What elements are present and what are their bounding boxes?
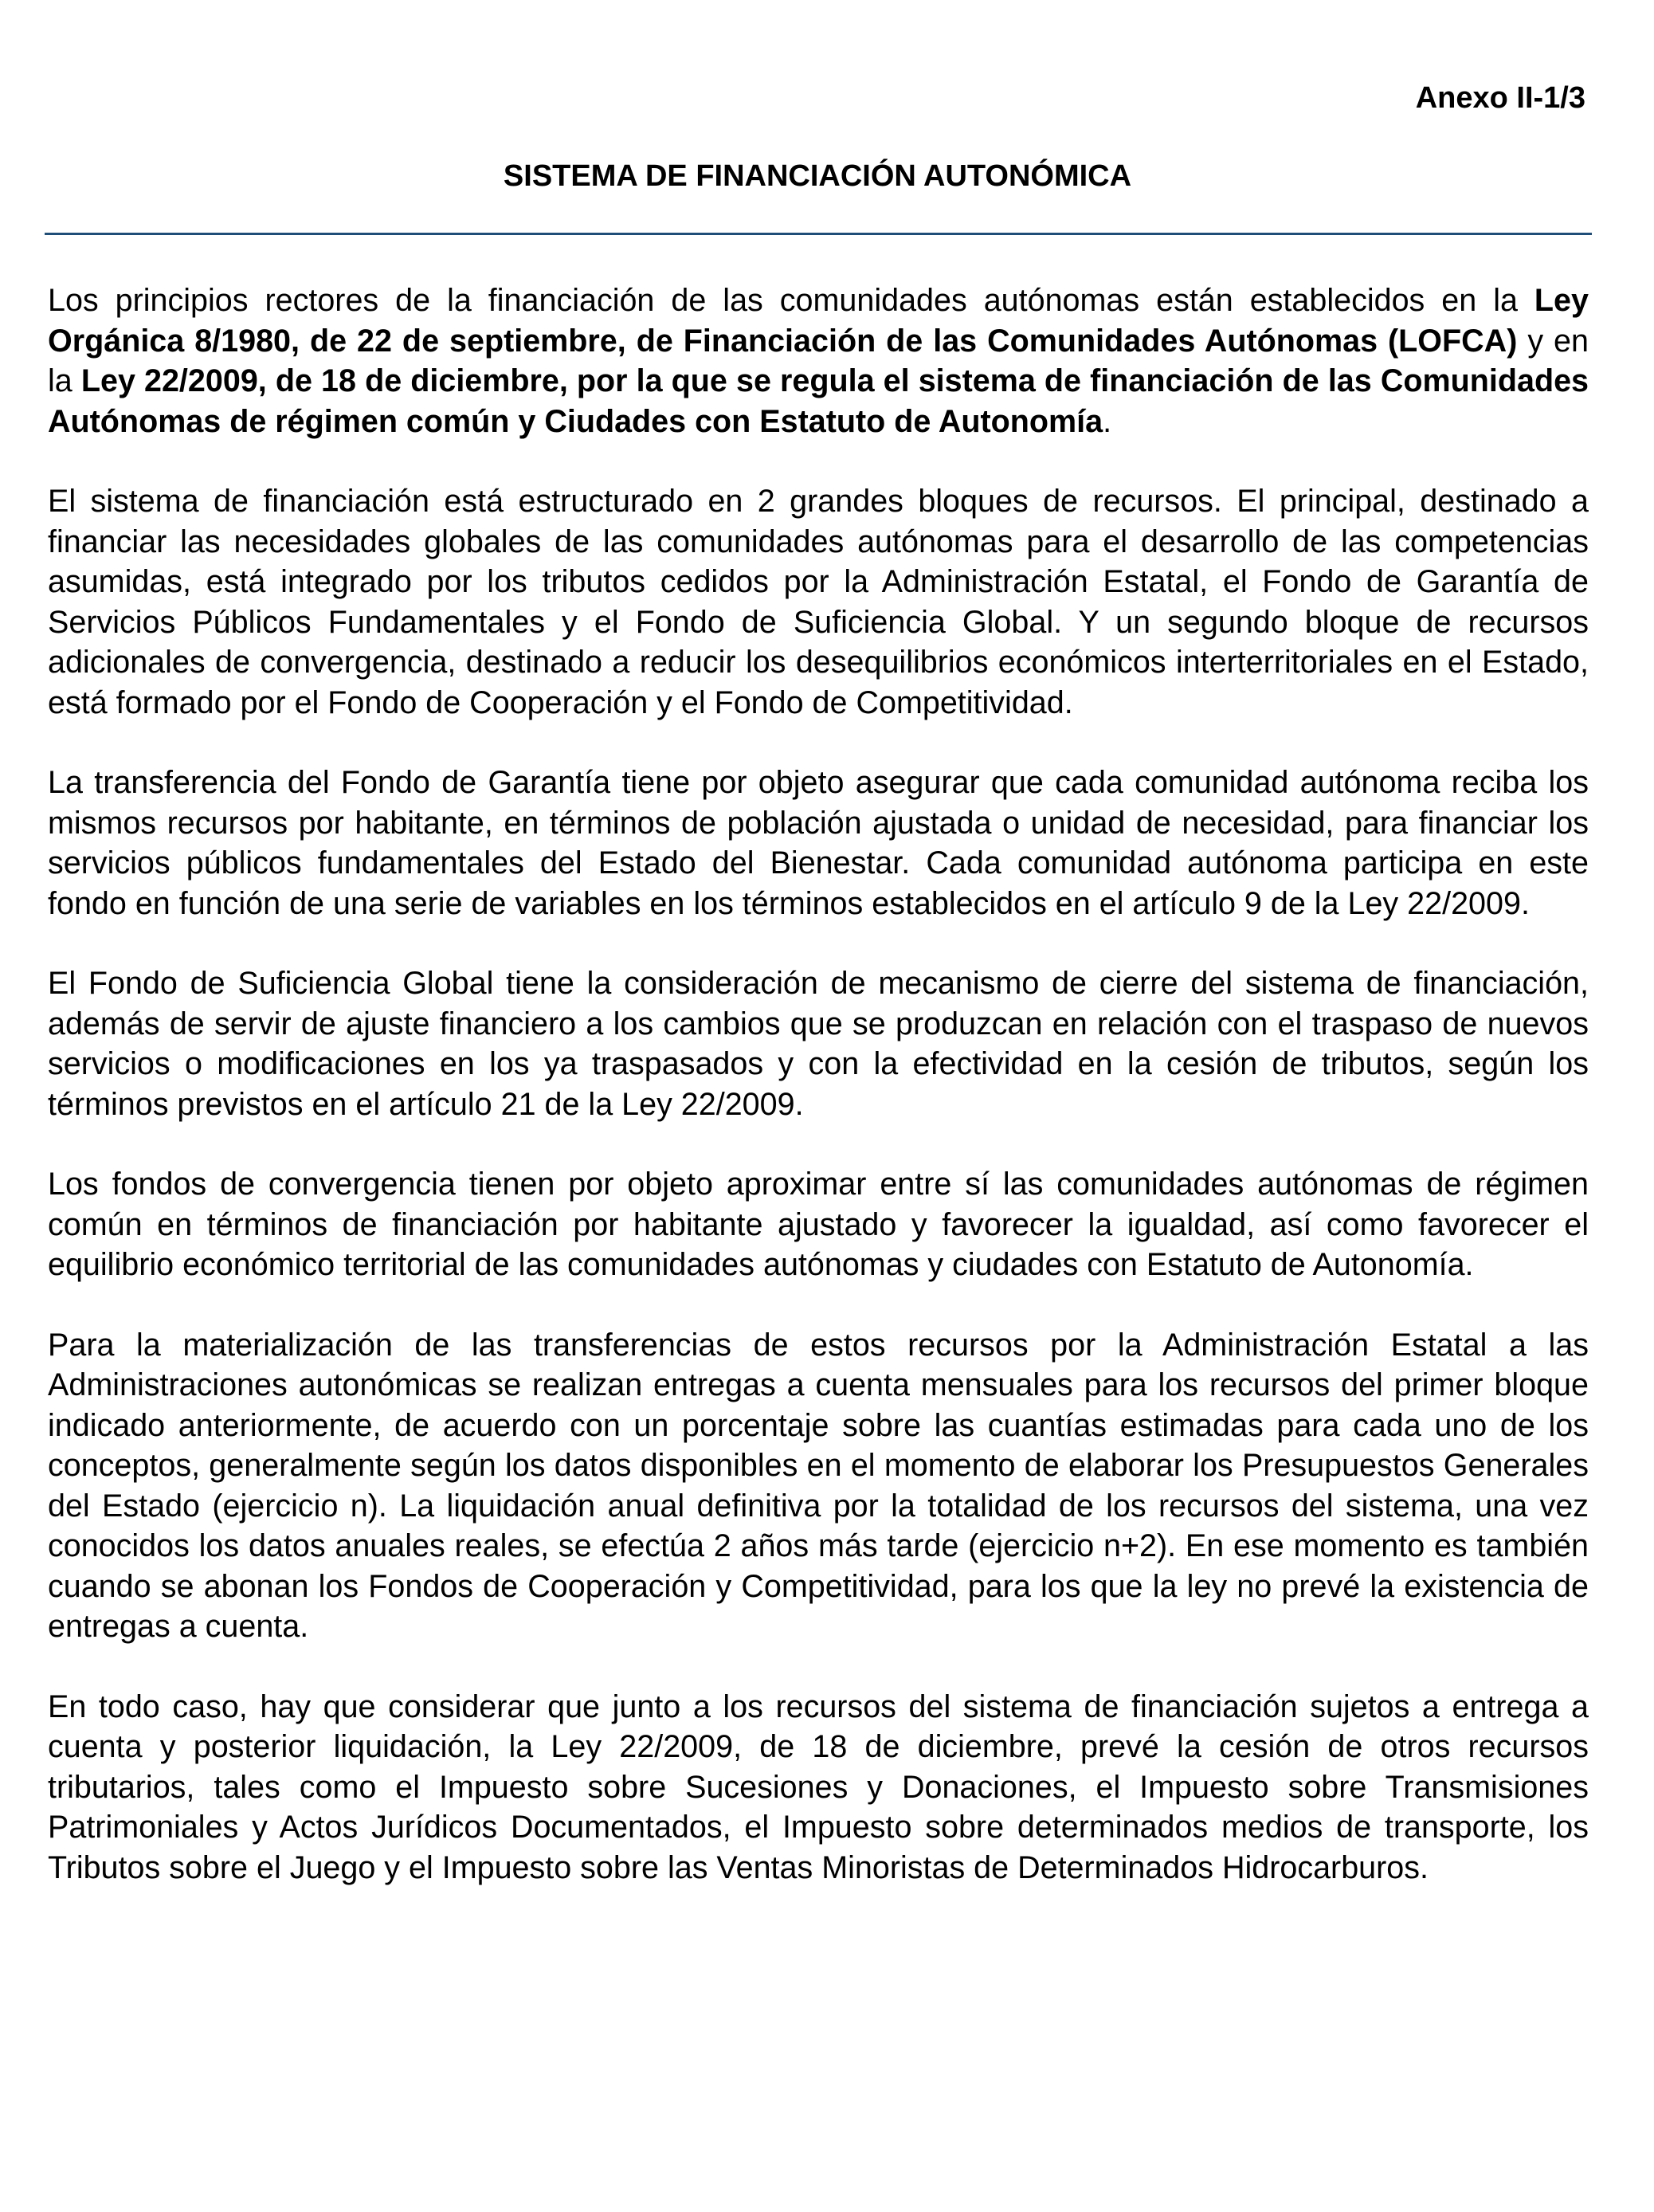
page-title: SISTEMA DE FINANCIACIÓN AUTONÓMICA <box>503 159 1132 193</box>
law-reference-22-2009: Ley 22/2009, de 18 de diciembre, por la que se regula el sistema de financiación de las Comunidades Autónomas de régimen común y Ciudades con Estatuto de Autonomía <box>48 363 1589 439</box>
law-reference-lofca: Ley Orgánica 8/1980, de 22 de septiembre, de Financiación de las Comunidades Autónomas (LOFCA) <box>48 283 1589 359</box>
document-body <box>48 280 1589 1928</box>
paragraph-text: y en la <box>48 323 1589 398</box>
paragraph-transfers: Para la materialización de las transferencias de estos recursos por la Administración Estatal a las Administraciones autonómicas se realizan entregas a cuenta mensuales para los recursos del primer bloque indicado anteriormente, de acuerdo con un porcentaje sobre las cuantías estimadas para cada uno de los conceptos, generalmente según los datos disponibles en el momento de elaborar los Presupuestos Generales del Estado (ejercicio n). La liquidación anual definitiva por la totalidad de los recursos del sistema, una vez conocidos los datos anuales reales, se efectúa 2 años más tarde (ejercicio n+2). En ese momento es también cuando se abonan los Fondos de Cooperación y Competitividad, para los que la ley no prevé la existencia de entregas a cuenta. <box>48 1327 1589 1644</box>
paragraph-sufficiency-fund: El Fondo de Suficiencia Global tiene la consideración de mecanismo de cierre del sistema de financiación, además de servir de ajuste financiero a los cambios que se produzcan en relación con el traspaso de nuevos servicios o modificaciones en los ya traspasados y con la efectividad en la cesión de tributos, según los términos previstos en el artículo 21 de la Ley 22/2009. <box>48 966 1589 1122</box>
paragraph-structure: El sistema de financiación está estructurado en 2 grandes bloques de recursos. El principal, destinado a financiar las necesidades globales de las comunidades autónomas para el desarrollo de las competencias asumidas, está integrado por los tributos cedidos por la Administración Estatal, el Fondo de Garantía de Servicios Públicos Fundamentales y el Fondo de Suficiencia Global. Y un segundo bloque de recursos adicionales de convergencia, destinado a reducir los desequilibrios económicos interterritoriales en el Estado, está formado por el Fondo de Cooperación y el Fondo de Competitividad. <box>48 484 1589 720</box>
paragraph-convergence-funds: Los fondos de convergencia tienen por objeto aproximar entre sí las comunidades autónomas de régimen común en términos de financiación por habitante ajustado y favorecer la igualdad, así como favorecer el equilibrio económico territorial de las comunidades autónomas y ciudades con Estatuto de Autonomía. <box>48 1167 1589 1282</box>
paragraph-text: Los principios rectores de la financiación de las comunidades autónomas están establecidos en la <box>48 283 1534 318</box>
paragraph-other-resources: En todo caso, hay que considerar que junto a los recursos del sistema de financiación sujetos a entrega a cuenta y posterior liquidación, la Ley 22/2009, de 18 de diciembre, prevé la cesión de otros recursos tributarios, tales como el Impuesto sobre Sucesiones y Donaciones, el Impuesto sobre Transmisiones Patrimoniales y Actos Jurídicos Documentados, el Impuesto sobre determinados medios de transporte, los Tributos sobre el Juego y el Impuesto sobre las Ventas Minoristas de Determinados Hidrocarburos. <box>48 1688 1589 1885</box>
annex-label: Anexo II-1/3 <box>1415 81 1585 115</box>
title-divider <box>45 233 1592 235</box>
paragraph-legal-framework <box>48 280 1589 441</box>
paragraph-guarantee-fund: La transferencia del Fondo de Garantía tiene por objeto asegurar que cada comunidad autónoma reciba los mismos recursos por habitante, en términos de población ajustada o unidad de necesidad, para financiar los servicios públicos fundamentales del Estado del Bienestar. Cada comunidad autónoma participa en este fondo en función de una serie de variables en los términos establecidos en el artículo 9 de la Ley 22/2009. <box>48 765 1589 921</box>
paragraph-text: . <box>1103 403 1112 439</box>
